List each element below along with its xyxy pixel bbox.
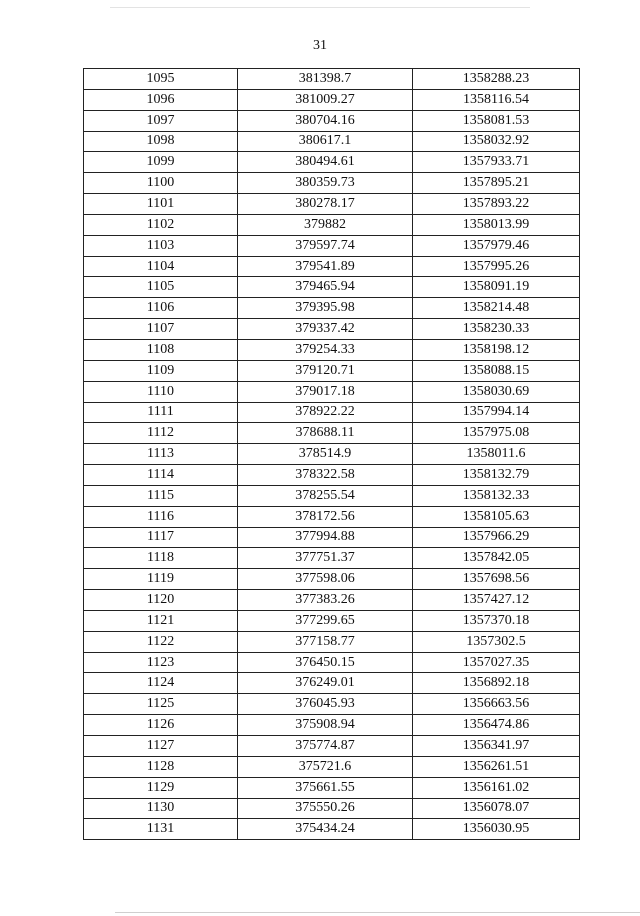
y-coordinate-cell: 1357995.26 <box>413 256 580 277</box>
point-id-cell: 1129 <box>84 777 238 798</box>
x-coordinate-cell: 378688.11 <box>238 423 413 444</box>
x-coordinate-cell: 379597.74 <box>238 235 413 256</box>
point-id-cell: 1120 <box>84 590 238 611</box>
y-coordinate-cell: 1358011.6 <box>413 444 580 465</box>
x-coordinate-cell: 380617.1 <box>238 131 413 152</box>
y-coordinate-cell: 1357966.29 <box>413 527 580 548</box>
x-coordinate-cell: 377994.88 <box>238 527 413 548</box>
x-coordinate-cell: 377299.65 <box>238 610 413 631</box>
x-coordinate-cell: 378322.58 <box>238 465 413 486</box>
point-id-cell: 1126 <box>84 715 238 736</box>
x-coordinate-cell: 375774.87 <box>238 736 413 757</box>
table-row <box>84 360 580 381</box>
table-row <box>84 465 580 486</box>
y-coordinate-cell: 1357698.56 <box>413 569 580 590</box>
point-id-cell: 1100 <box>84 173 238 194</box>
point-id-cell: 1114 <box>84 465 238 486</box>
table-row <box>84 277 580 298</box>
table-row <box>84 214 580 235</box>
point-id-cell: 1116 <box>84 506 238 527</box>
point-id-cell: 1098 <box>84 131 238 152</box>
x-coordinate-cell: 379465.94 <box>238 277 413 298</box>
y-coordinate-cell: 1358088.15 <box>413 360 580 381</box>
y-coordinate-cell: 1357895.21 <box>413 173 580 194</box>
coordinate-table-body <box>84 69 580 840</box>
x-coordinate-cell: 378922.22 <box>238 402 413 423</box>
y-coordinate-cell: 1356892.18 <box>413 673 580 694</box>
table-row <box>84 798 580 819</box>
point-id-cell: 1130 <box>84 798 238 819</box>
point-id-cell: 1111 <box>84 402 238 423</box>
table-row <box>84 381 580 402</box>
table-row <box>84 402 580 423</box>
x-coordinate-cell: 380278.17 <box>238 194 413 215</box>
point-id-cell: 1131 <box>84 819 238 840</box>
x-coordinate-cell: 375908.94 <box>238 715 413 736</box>
y-coordinate-cell: 1358132.79 <box>413 465 580 486</box>
x-coordinate-cell: 376045.93 <box>238 694 413 715</box>
point-id-cell: 1123 <box>84 652 238 673</box>
y-coordinate-cell: 1358030.69 <box>413 381 580 402</box>
point-id-cell: 1095 <box>84 69 238 90</box>
y-coordinate-cell: 1358214.48 <box>413 298 580 319</box>
x-coordinate-cell: 380359.73 <box>238 173 413 194</box>
table-row <box>84 444 580 465</box>
y-coordinate-cell: 1357027.35 <box>413 652 580 673</box>
y-coordinate-cell: 1358105.63 <box>413 506 580 527</box>
x-coordinate-cell: 381398.7 <box>238 69 413 90</box>
x-coordinate-cell: 375550.26 <box>238 798 413 819</box>
y-coordinate-cell: 1356030.95 <box>413 819 580 840</box>
table-row <box>84 194 580 215</box>
point-id-cell: 1119 <box>84 569 238 590</box>
table-row <box>84 319 580 340</box>
table-row <box>84 235 580 256</box>
point-id-cell: 1105 <box>84 277 238 298</box>
x-coordinate-cell: 380704.16 <box>238 110 413 131</box>
point-id-cell: 1106 <box>84 298 238 319</box>
y-coordinate-cell: 1358230.33 <box>413 319 580 340</box>
table-row <box>84 610 580 631</box>
table-row <box>84 152 580 173</box>
y-coordinate-cell: 1356161.02 <box>413 777 580 798</box>
table-row <box>84 756 580 777</box>
y-coordinate-cell: 1358198.12 <box>413 339 580 360</box>
y-coordinate-cell: 1357893.22 <box>413 194 580 215</box>
point-id-cell: 1108 <box>84 339 238 360</box>
point-id-cell: 1121 <box>84 610 238 631</box>
page-number: 31 <box>313 38 327 53</box>
y-coordinate-cell: 1358032.92 <box>413 131 580 152</box>
table-row <box>84 694 580 715</box>
table-row <box>84 69 580 90</box>
y-coordinate-cell: 1356341.97 <box>413 736 580 757</box>
x-coordinate-cell: 375721.6 <box>238 756 413 777</box>
y-coordinate-cell: 1357370.18 <box>413 610 580 631</box>
table-row <box>84 569 580 590</box>
point-id-cell: 1099 <box>84 152 238 173</box>
point-id-cell: 1109 <box>84 360 238 381</box>
x-coordinate-cell: 378172.56 <box>238 506 413 527</box>
table-row <box>84 777 580 798</box>
point-id-cell: 1096 <box>84 89 238 110</box>
point-id-cell: 1102 <box>84 214 238 235</box>
x-coordinate-cell: 377158.77 <box>238 631 413 652</box>
table-row <box>84 339 580 360</box>
x-coordinate-cell: 378255.54 <box>238 485 413 506</box>
point-id-cell: 1125 <box>84 694 238 715</box>
table-row <box>84 89 580 110</box>
scan-artifact-bottom <box>115 912 640 913</box>
x-coordinate-cell: 381009.27 <box>238 89 413 110</box>
y-coordinate-cell: 1356663.56 <box>413 694 580 715</box>
y-coordinate-cell: 1357994.14 <box>413 402 580 423</box>
table-row <box>84 736 580 757</box>
table-row <box>84 298 580 319</box>
table-row <box>84 631 580 652</box>
x-coordinate-cell: 379882 <box>238 214 413 235</box>
y-coordinate-cell: 1356474.86 <box>413 715 580 736</box>
point-id-cell: 1128 <box>84 756 238 777</box>
point-id-cell: 1112 <box>84 423 238 444</box>
y-coordinate-cell: 1356078.07 <box>413 798 580 819</box>
y-coordinate-cell: 1357842.05 <box>413 548 580 569</box>
x-coordinate-cell: 377598.06 <box>238 569 413 590</box>
point-id-cell: 1127 <box>84 736 238 757</box>
x-coordinate-cell: 379337.42 <box>238 319 413 340</box>
y-coordinate-cell: 1358081.53 <box>413 110 580 131</box>
y-coordinate-cell: 1357302.5 <box>413 631 580 652</box>
table-row <box>84 673 580 694</box>
table-row <box>84 110 580 131</box>
point-id-cell: 1103 <box>84 235 238 256</box>
table-row <box>84 652 580 673</box>
x-coordinate-cell: 379254.33 <box>238 339 413 360</box>
point-id-cell: 1117 <box>84 527 238 548</box>
x-coordinate-cell: 377751.37 <box>238 548 413 569</box>
y-coordinate-cell: 1357975.08 <box>413 423 580 444</box>
x-coordinate-cell: 376249.01 <box>238 673 413 694</box>
y-coordinate-cell: 1358013.99 <box>413 214 580 235</box>
table-row <box>84 173 580 194</box>
point-id-cell: 1115 <box>84 485 238 506</box>
x-coordinate-cell: 379017.18 <box>238 381 413 402</box>
x-coordinate-cell: 376450.15 <box>238 652 413 673</box>
point-id-cell: 1101 <box>84 194 238 215</box>
point-id-cell: 1097 <box>84 110 238 131</box>
x-coordinate-cell: 379541.89 <box>238 256 413 277</box>
table-row <box>84 256 580 277</box>
x-coordinate-cell: 380494.61 <box>238 152 413 173</box>
y-coordinate-cell: 1357427.12 <box>413 590 580 611</box>
table-row <box>84 506 580 527</box>
point-id-cell: 1113 <box>84 444 238 465</box>
point-id-cell: 1122 <box>84 631 238 652</box>
table-row <box>84 527 580 548</box>
table-row <box>84 548 580 569</box>
point-id-cell: 1104 <box>84 256 238 277</box>
y-coordinate-cell: 1358132.33 <box>413 485 580 506</box>
x-coordinate-cell: 375661.55 <box>238 777 413 798</box>
table-row <box>84 590 580 611</box>
y-coordinate-cell: 1357933.71 <box>413 152 580 173</box>
point-id-cell: 1118 <box>84 548 238 569</box>
x-coordinate-cell: 379395.98 <box>238 298 413 319</box>
y-coordinate-cell: 1356261.51 <box>413 756 580 777</box>
scan-artifact-top <box>110 7 530 8</box>
table-row <box>84 819 580 840</box>
table-row <box>84 485 580 506</box>
x-coordinate-cell: 377383.26 <box>238 590 413 611</box>
point-id-cell: 1107 <box>84 319 238 340</box>
y-coordinate-cell: 1357979.46 <box>413 235 580 256</box>
x-coordinate-cell: 379120.71 <box>238 360 413 381</box>
y-coordinate-cell: 1358288.23 <box>413 69 580 90</box>
y-coordinate-cell: 1358091.19 <box>413 277 580 298</box>
coordinate-table <box>83 68 580 840</box>
x-coordinate-cell: 375434.24 <box>238 819 413 840</box>
point-id-cell: 1124 <box>84 673 238 694</box>
x-coordinate-cell: 378514.9 <box>238 444 413 465</box>
y-coordinate-cell: 1358116.54 <box>413 89 580 110</box>
table-row <box>84 131 580 152</box>
point-id-cell: 1110 <box>84 381 238 402</box>
table-row <box>84 715 580 736</box>
table-row <box>84 423 580 444</box>
